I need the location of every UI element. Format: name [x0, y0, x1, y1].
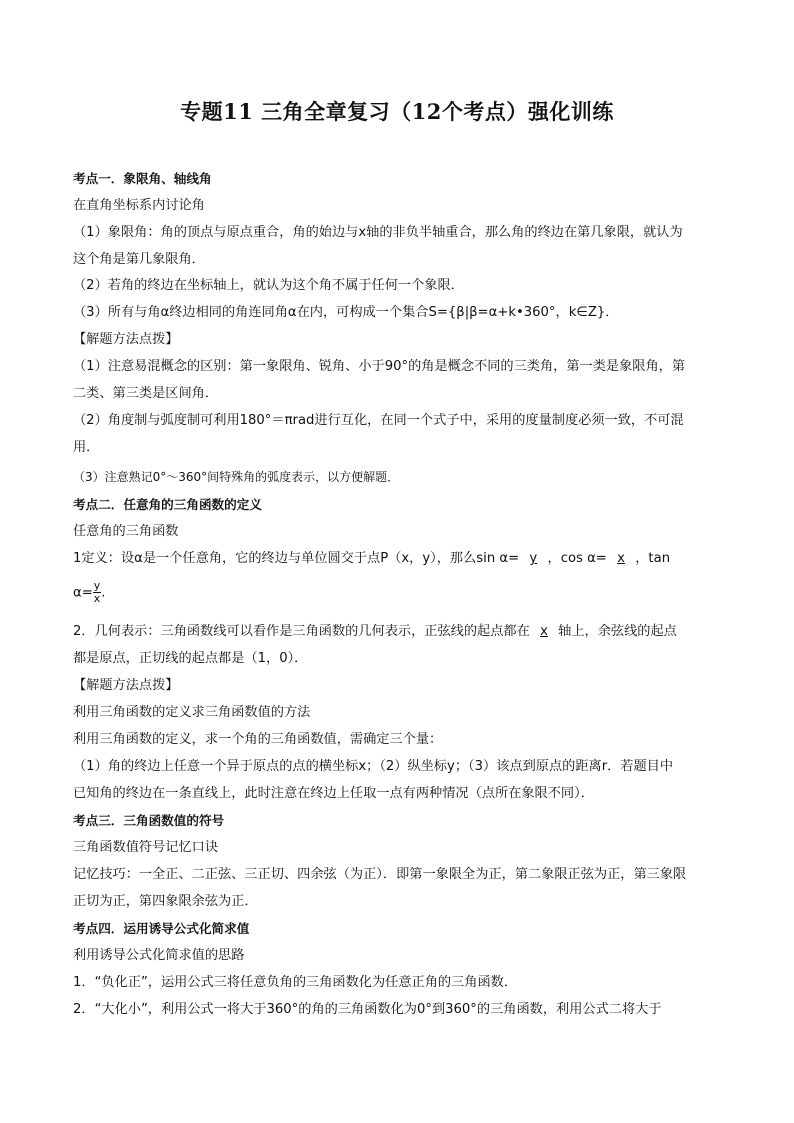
method-heading: 【解题方法点拨】 [73, 332, 179, 347]
definition-text: 1定义：设α是一个任意角，它的终边与单位圆交于点P（x，y），那么sin α= [73, 551, 520, 566]
geometry-text: 2．几何表示：三角函数线可以看作是三角函数的几何表示，正弦线的起点都在 [73, 624, 530, 639]
fraction [93, 580, 102, 605]
paragraph-line: （3）所有与角α终边相同的角连同角α在内，可构成一个集合S={β|β=α+k•360°，k∈Z}． [73, 305, 619, 320]
paragraph-line: 正切为正，第四象限余弦为正． [73, 894, 258, 909]
paragraph-line: 用． [73, 440, 100, 455]
paragraph-line: （2）角度制与弧度制可利用180°＝πrad进行互化，在同一个式子中，采用的度量制度必须一致，不可混 [73, 413, 684, 428]
geometry-line [73, 623, 723, 641]
paragraph-line: 已知角的终边在一条直线上，此时注意在终边上任取一点有两种情况（点所在象限不同）． [73, 786, 594, 801]
paragraph-line: 都是原点，正切线的起点都是（1，0）． [73, 651, 308, 666]
paragraph-line: 2．“大化小”，利用公式一将大于360°的角的三角函数化为0°到360°的三角函数，利用公式二将大于 [73, 1002, 662, 1017]
definition-text: ，tan [635, 551, 671, 566]
paragraph-line: （1）注意易混概念的区别：第一象限角、锐角、小于90°的角是概念不同的三类角，第一类是象限角，第 [73, 359, 686, 374]
definition-line [73, 550, 723, 568]
geometry-text: 轴上，余弦线的起点 [558, 624, 677, 639]
paragraph-line: 任意角的三角函数 [73, 524, 179, 539]
paragraph-line: 利用三角函数的定义，求一个角的三角函数值，需确定三个量： [73, 732, 443, 747]
section-heading-1: 考点一．象限角、轴线角 [73, 171, 212, 186]
formula-text: . [101, 585, 106, 601]
paragraph-line: （1）角的终边上任意一个异于原点的点的横坐标x；（2）纵坐标y；（3）该点到原点的距离r．若题目中 [73, 759, 674, 774]
fraction-denominator: x [93, 592, 101, 605]
tan-formula-line [73, 580, 723, 605]
page-title: 专题11 三角全章复习（12个考点）强化训练 [180, 99, 614, 124]
method-heading: 【解题方法点拨】 [73, 678, 179, 693]
paragraph-line: 利用诱导公式化简求值的思路 [73, 948, 245, 963]
paragraph-line: 二类、第三类是区间角． [73, 386, 219, 401]
paragraph-line: 三角函数值符号记忆口诀 [73, 840, 219, 855]
paragraph-line: 记忆技巧：一全正、二正弦、三正切、四余弦（为正）．即第一象限全为正，第二象限正弦为正，第三象限 [73, 867, 687, 882]
paragraph-line: （3）注意熟记0°～360°间特殊角的弧度表示，以方便解题． [73, 470, 400, 484]
paragraph-line: （1）象限角：角的顶点与原点重合，角的始边与x轴的非负半轴重合，那么角的终边在第几象限，就认为 [73, 225, 683, 240]
section-heading-2: 考点二．任意角的三角函数的定义 [73, 497, 262, 512]
definition-text: ，cos α= [547, 551, 607, 566]
section-heading-3: 考点三．三角函数值的符号 [73, 813, 225, 828]
axis-answer: x [540, 624, 548, 639]
paragraph-line: 1．“负化正”，运用公式三将任意负角的三角函数化为任意正角的三角函数． [73, 975, 518, 990]
cos-answer: x [617, 551, 625, 566]
fraction-numerator: y [93, 579, 101, 592]
paragraph-line: 在直角坐标系内讨论角 [73, 198, 205, 213]
formula-text: α= [73, 585, 93, 601]
section-heading-4: 考点四．运用诱导公式化简求值 [73, 921, 250, 936]
paragraph-line: （2）若角的终边在坐标轴上，就认为这个角不属于任何一个象限． [73, 278, 464, 293]
sin-answer: y [529, 551, 538, 566]
paragraph-line: 利用三角函数的定义求三角函数值的方法 [73, 705, 311, 720]
paragraph-line: 这个角是第几象限角． [73, 252, 205, 267]
